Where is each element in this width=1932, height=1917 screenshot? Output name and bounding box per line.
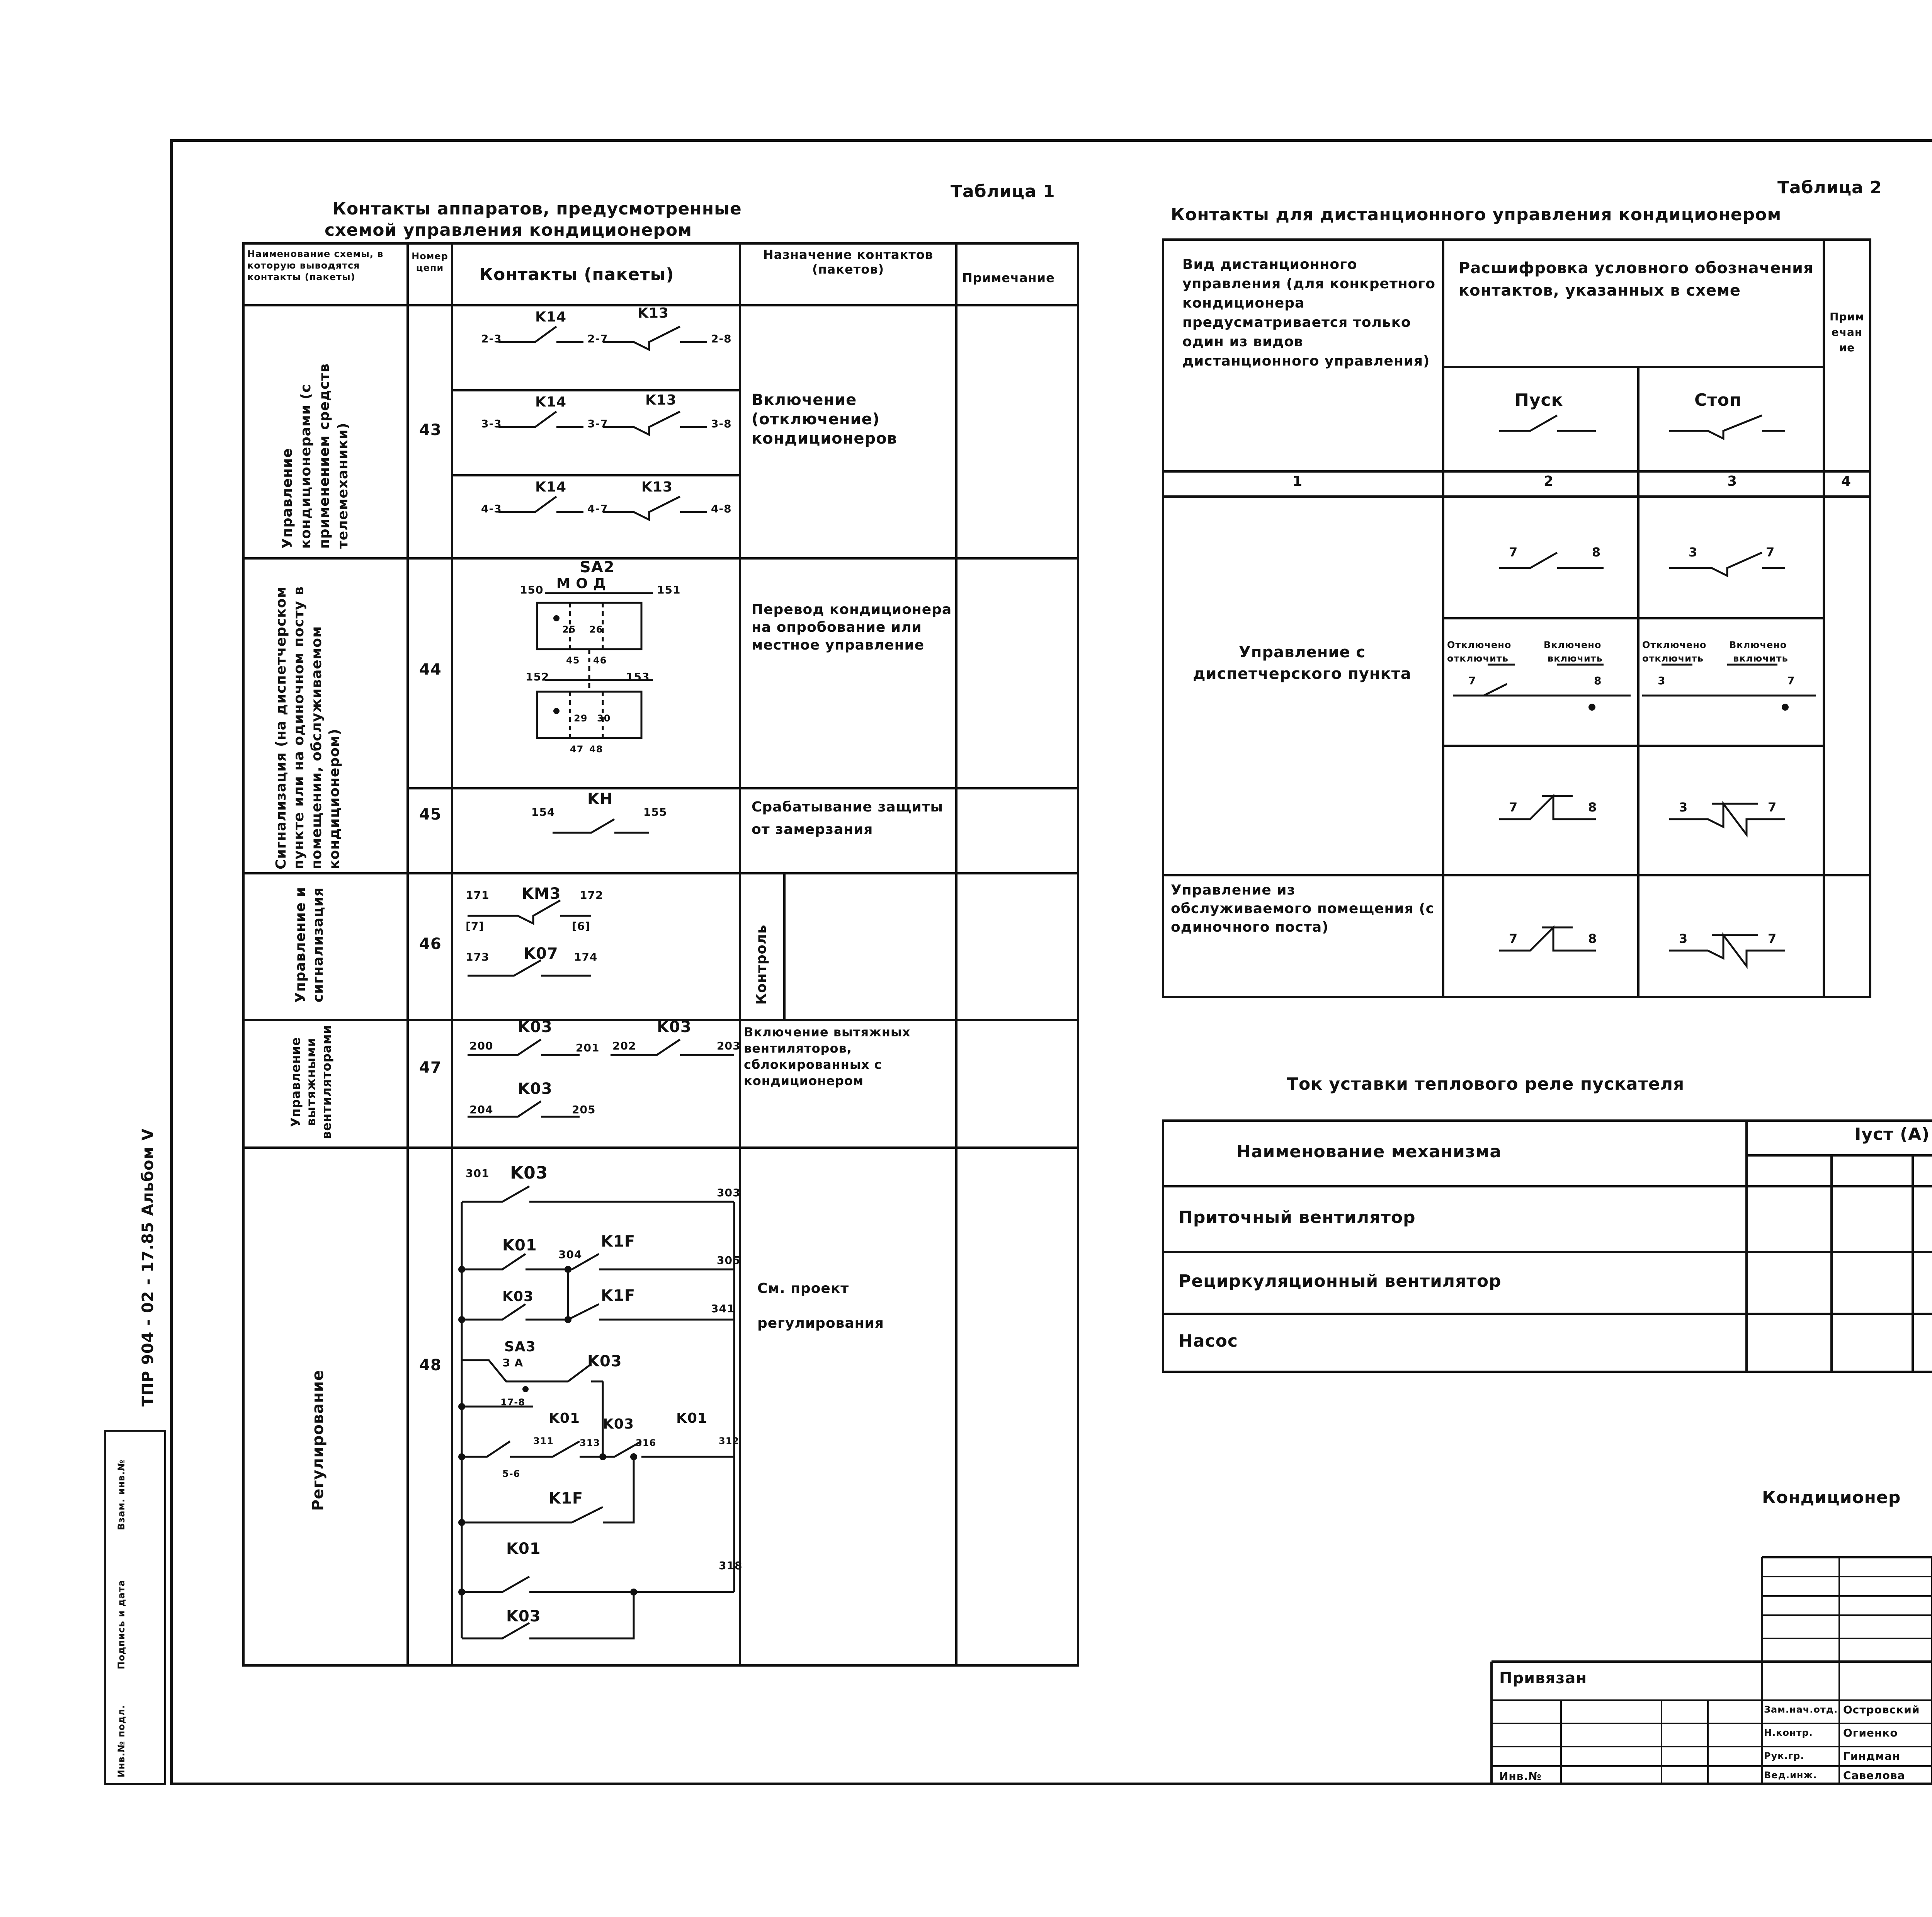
t2-sw2-a: 3 [1658, 674, 1666, 687]
t2-sw2-turn-on: включить [1733, 653, 1788, 664]
row45-num: 45 [419, 806, 442, 823]
table3-header-name: Наименование механизма [1236, 1142, 1502, 1162]
binding-inv-podl: Инв.№ подл. [116, 1704, 127, 1778]
reg-311: 311 [533, 1436, 554, 1446]
row43-c2-a: 3-3 [481, 417, 502, 430]
t2-sw1-turn-off: отключить [1447, 653, 1509, 664]
row43-c1-m: 2-7 [587, 332, 608, 345]
row47-purpose: Включение вытяжных вентиляторов, сблокированных с кондиционером [744, 1025, 911, 1088]
binding-vzam: Взам. инв.№ [116, 1459, 127, 1530]
tb-inv-no: Инв.№ [1499, 1770, 1542, 1783]
t2-sw1-turn-on: включить [1548, 653, 1603, 664]
t2-sw1-b: 8 [1594, 674, 1602, 687]
ko-e: 204 [469, 1103, 493, 1116]
row43-num: 43 [419, 421, 442, 439]
row45-purpose: Срабатывание защиты от замерзания [752, 799, 944, 837]
table2-start: Пуск [1515, 390, 1563, 410]
row43-c3-k1: K14 [535, 479, 566, 495]
t2-sw2-turn-off: отключить [1642, 653, 1704, 664]
reg-sa3: SA3 [504, 1339, 536, 1355]
row43-c3-m: 4-7 [587, 502, 608, 515]
album-label: ТПР 904 - 02 - 17.85 Альбом V [139, 1128, 157, 1407]
reg-k01b: K01 [549, 1410, 580, 1426]
km-l2: 173 [466, 951, 490, 963]
row47-name: Управление вытяжными вентиляторами [288, 1025, 334, 1139]
km-b1: [7] [466, 920, 485, 932]
row43-c1-k2: K13 [638, 305, 669, 321]
table2-col-3: 3 [1727, 473, 1738, 489]
table2-header-type: Вид дистанционного управления (для конкретного кондиционера предусматривается только один из видов дистанционного управления) [1182, 257, 1435, 369]
reg-k03d: K03 [603, 1416, 634, 1432]
row44-purpose: Перевод кондиционера на опробование или местное управление [752, 602, 952, 653]
km-k2: K07 [524, 945, 558, 963]
sa2-pos: М О Д [556, 576, 606, 592]
sa2-r2: 153 [626, 670, 650, 683]
kh-r: 155 [643, 806, 667, 818]
reg-k03a: K03 [510, 1163, 548, 1183]
reg-k03c: K03 [587, 1352, 622, 1370]
ko-k3: K03 [518, 1080, 553, 1098]
table3-header-iust: Iуст (А) [1855, 1124, 1930, 1144]
t2-sw1-a: 7 [1468, 674, 1476, 687]
table3-title: Ток уставки теплового реле пускателя [1287, 1074, 1685, 1094]
kh-k: KH [587, 790, 613, 808]
row43-c3-k2: K13 [641, 479, 673, 495]
reg-303: 303 [717, 1186, 741, 1199]
reg-305: 305 [717, 1254, 741, 1267]
ko-c: 202 [612, 1039, 636, 1052]
row43-c1-k1: K14 [535, 309, 566, 325]
row43-c2-b: 3-8 [711, 417, 732, 430]
tb-role-1: Зам.нач.отд. [1764, 1704, 1838, 1715]
t2-sw1-on: Включено [1544, 640, 1602, 650]
ko-d: 203 [717, 1039, 741, 1052]
ko-f: 205 [572, 1103, 596, 1116]
ko-k2: K03 [657, 1018, 692, 1036]
t2-r2s-b: 7 [1768, 931, 1777, 946]
reg-k01a: K01 [502, 1237, 537, 1254]
sa2-p2: 26 [589, 624, 603, 635]
t2-r1-stop-a: 3 [1689, 545, 1698, 560]
row43-c3-b: 4-8 [711, 502, 732, 515]
table2-row2-label: Управление из обслуживаемого помещения (с одиночного поста) [1171, 882, 1435, 935]
t2-r2p-b: 8 [1588, 931, 1597, 946]
table2-col-1: 1 [1293, 473, 1303, 489]
table2-stop: Стоп [1694, 390, 1742, 410]
sa2-p8: 48 [589, 744, 603, 755]
row43-c2-k2: K13 [645, 392, 677, 408]
reg-318: 318 [719, 1559, 743, 1572]
table3-row-2: Рециркуляционный вентилятор [1179, 1271, 1502, 1291]
sa2-p1: 25 [562, 624, 576, 635]
reg-312: 312 [719, 1436, 740, 1446]
row48-name: Регулирование [309, 1370, 327, 1511]
km-k1: KM3 [522, 885, 561, 903]
reg-5-6: 5-6 [502, 1468, 520, 1479]
table2-header-note: Примечание [1830, 310, 1864, 354]
row47-num: 47 [419, 1059, 442, 1077]
binding-podpis: Подпись и дата [116, 1580, 127, 1669]
row48-purpose: См. проект регулирования [757, 1281, 884, 1331]
row43-purpose: Включение (отключение) кондиционеров [752, 391, 897, 447]
reg-k01c: K01 [676, 1410, 707, 1426]
row43-c2-m: 3-7 [587, 417, 608, 430]
table1-title-1: Контакты аппаратов, предусмотренные [332, 199, 742, 219]
t2-sw2-b: 7 [1787, 674, 1795, 687]
kh-l: 154 [531, 806, 555, 818]
t2-sw2-on: Включено [1729, 640, 1787, 650]
row43-c1-b: 2-8 [711, 332, 732, 345]
row43-c2-k1: K14 [535, 394, 566, 410]
row43-c1-a: 2-3 [481, 332, 502, 345]
tb-privyazan: Привязан [1499, 1669, 1587, 1687]
t2-r1-stop-b: 7 [1766, 545, 1775, 560]
ko-a: 200 [469, 1039, 493, 1052]
table3-row-1: Приточный вентилятор [1179, 1208, 1416, 1227]
t2-r2s-a: 3 [1679, 931, 1688, 946]
table2-col-2: 2 [1544, 473, 1554, 489]
t2-sw2-off: Отключено [1642, 640, 1707, 650]
table1-header-name: Наименование схемы, в которую выводятся контакты (пакеты) [247, 248, 384, 282]
sa2-r: 151 [657, 583, 681, 596]
reg-k1fa: K1F [601, 1233, 636, 1250]
tb-role-2: Н.контр. [1764, 1727, 1813, 1738]
reg-17-8: 17-8 [500, 1397, 526, 1408]
row46-name: Управление и сигнализация [293, 886, 326, 1003]
konditsioner-label: Кондиционер [1762, 1488, 1901, 1507]
t2-r1s-a: 3 [1679, 800, 1688, 815]
row44-name: Сигнализация (на диспетчерском пункте или на одиночном посту в помещении, обслуживаемом кондиционером) [273, 586, 342, 869]
table3-row-3: Насос [1179, 1331, 1238, 1351]
tb-role-3: Рук.гр. [1764, 1750, 1804, 1761]
tb-name-4: Савелова [1843, 1769, 1905, 1782]
km-b2: [6] [572, 920, 591, 932]
row46-note: Контроль [753, 924, 769, 1005]
sa2-p6: 30 [597, 713, 611, 724]
t2-r1p-b: 8 [1588, 800, 1597, 815]
table1-header-contacts: Контакты (пакеты) [479, 265, 674, 284]
tb-name-2: Огиенко [1843, 1726, 1898, 1739]
sa2-p7: 47 [570, 744, 584, 755]
table1-header-num: Номер цепи [412, 251, 448, 273]
table1-caption: Таблица 1 [951, 182, 1055, 201]
km-r1: 172 [580, 889, 604, 902]
sa2-p4: 46 [593, 655, 607, 666]
table1-title-2: схемой управления кондиционером [325, 220, 692, 240]
row44-num: 44 [419, 661, 442, 679]
table1-header-purpose: Назначение контактов (пакетов) [763, 247, 934, 277]
reg-304: 304 [558, 1248, 582, 1261]
tb-name-3: Гиндман [1843, 1750, 1900, 1762]
table2-caption: Таблица 2 [1777, 178, 1882, 197]
t2-r1s-b: 7 [1768, 800, 1777, 815]
reg-316: 316 [636, 1437, 656, 1448]
table2-col-4: 4 [1841, 473, 1852, 489]
sa2-l2: 152 [526, 670, 549, 683]
table2-header-decode: Расшифровка условного обозначения контактов, указанных в схеме [1459, 259, 1814, 299]
sa2-label: SA2 [580, 558, 615, 576]
reg-sa3pos: З А [502, 1356, 524, 1369]
reg-313: 313 [580, 1437, 600, 1448]
reg-k1fc: K1F [549, 1490, 583, 1507]
table2-row1-label: Управление с диспетчерского пункта [1193, 643, 1412, 683]
row48-num: 48 [419, 1356, 442, 1374]
t2-r1-start-a: 7 [1509, 545, 1518, 560]
table2-title: Контакты для дистанционного управления кондиционером [1171, 205, 1782, 225]
sa2-p3: 45 [566, 655, 580, 666]
ko-b: 201 [576, 1041, 600, 1054]
ko-k1: K03 [518, 1018, 553, 1036]
t2-r2p-a: 7 [1509, 931, 1518, 946]
km-r2: 174 [574, 951, 598, 963]
sa2-p5: 29 [574, 713, 588, 724]
row43-name: Управление кондиционерами (с применением средств телемеханики) [279, 363, 351, 549]
t2-r1p-a: 7 [1509, 800, 1518, 815]
reg-341: 341 [711, 1302, 735, 1315]
reg-k1fb: K1F [601, 1287, 636, 1305]
t2-sw1-off: Отключено [1447, 640, 1512, 650]
tb-role-4: Вед.инж. [1764, 1770, 1817, 1781]
km-l1: 171 [466, 889, 490, 902]
row43-c3-a: 4-3 [481, 502, 502, 515]
t2-r1-start-b: 8 [1592, 545, 1601, 560]
tb-name-1: Островский [1843, 1703, 1920, 1716]
row46-num: 46 [419, 935, 442, 953]
sa2-l: 150 [520, 583, 544, 596]
reg-301: 301 [466, 1167, 490, 1180]
reg-k03b: K03 [502, 1289, 534, 1305]
table1-header-note: Примечание [962, 270, 1055, 285]
reg-k01d: K01 [506, 1540, 541, 1558]
reg-k03e: K03 [506, 1607, 541, 1625]
